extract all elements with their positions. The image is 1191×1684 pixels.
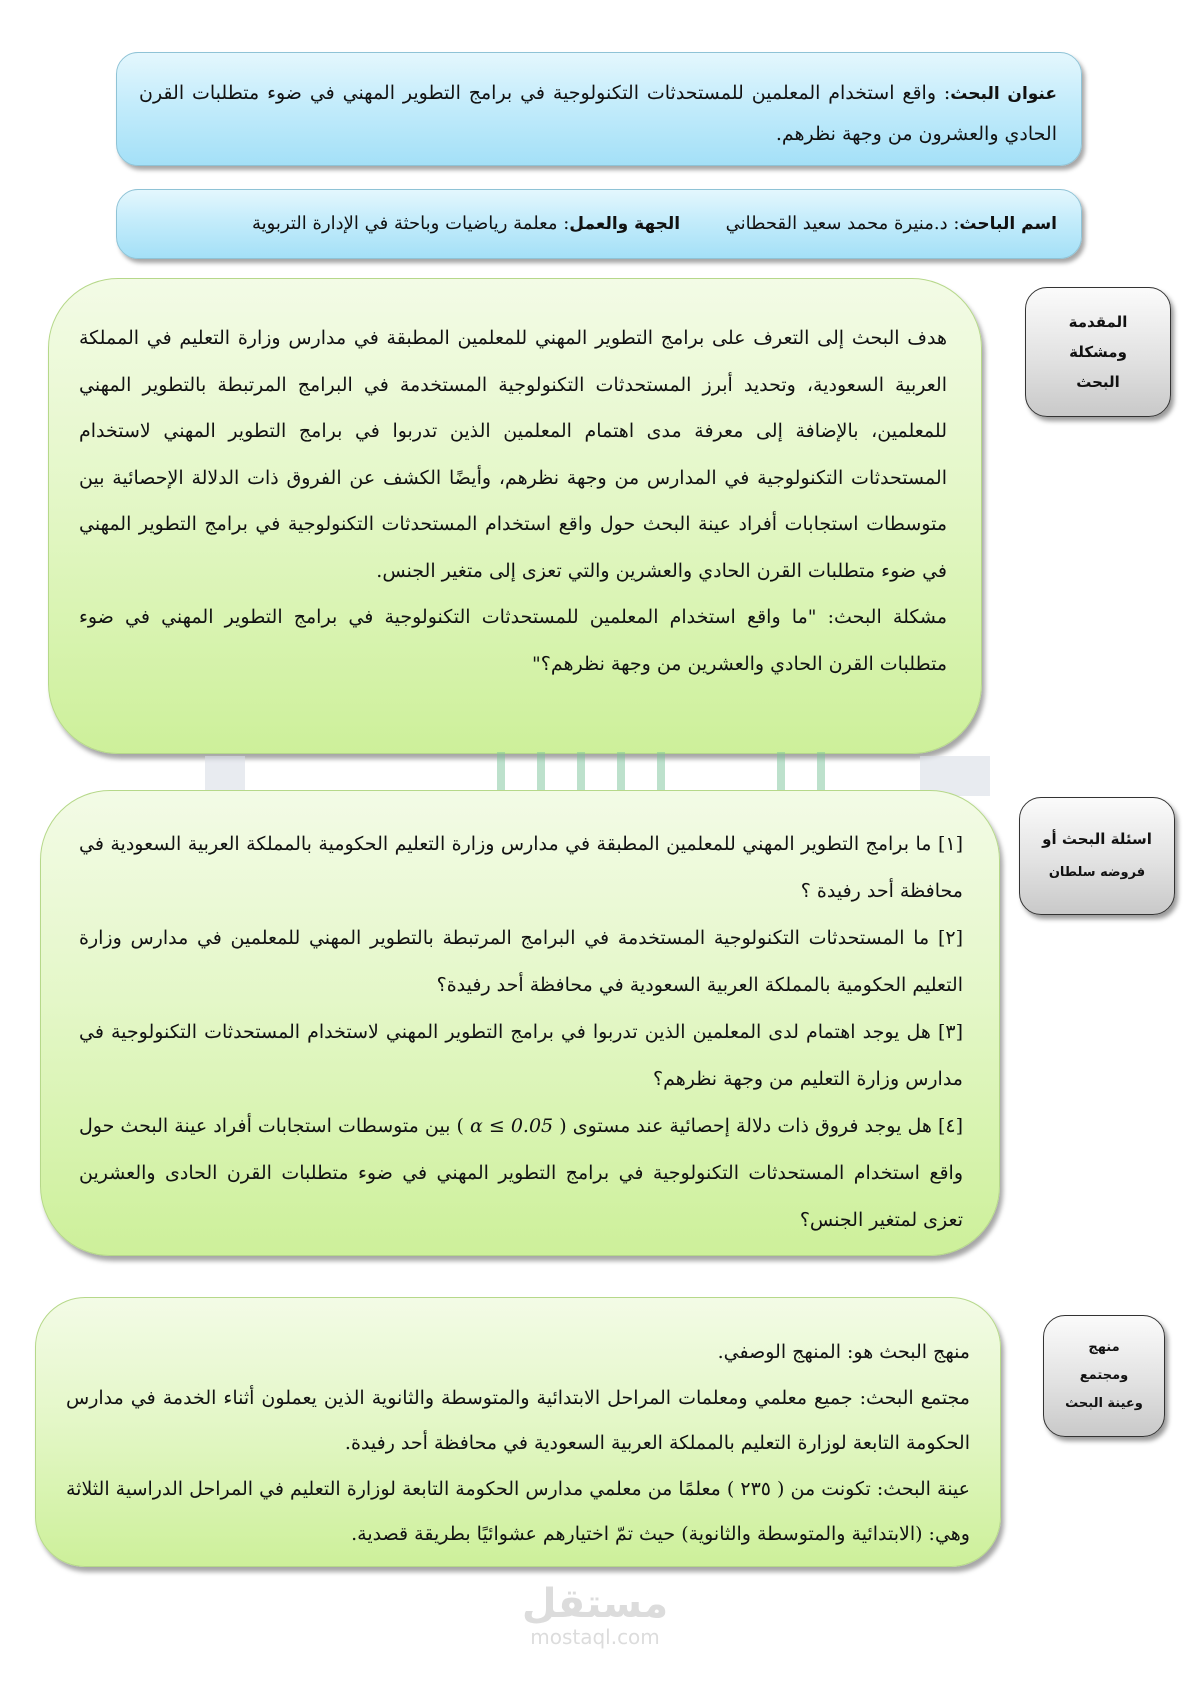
- research-objective-paragraph: هدف البحث إلى التعرف على برامج التطوير المهني للمعلمين المطبقة في مدارس وزارة التعليم في المملكة العربية السعودية، وتحديد أبرز المستحدثات التكنولوجية المستخدمة في البرامج المرتبطة بالتطوير المهني للمعلمين، بالإضافة إلى معرفة مدى اهتمام المعلمين الذين تدربوا في برامج التطوير المهني لاستخدام المستحدثات التكنولوجية في المدارس من وجهة نظرهم، وأيضًا الكشف عن الفروق ذات الدلالة الإحصائية بين متوسطات استجابات أفراد عينة البحث حول واقع استخدام المستحدثات التكنولوجية في برامج التطوير المهني في ضوء متطلبات القرن الحادي والعشرين والتي تعزى إلى متغير الجنس.: [79, 327, 947, 582]
- population-paragraph: مجتمع البحث: جميع معلمي ومعلمات المراحل الابتدائية والمتوسطة والثانوية الذين يعملون أثناء الخدمة في مدارس الحكومة التابعة لوزارة التعليم بالمملكة العربية السعودية في محافظة أحد رفيدة.: [66, 1386, 970, 1454]
- researcher-name: د.منيرة محمد سعيد القحطاني: [725, 213, 948, 234]
- research-title-label: عنوان البحث: [950, 84, 1057, 104]
- question-item: [١] ما برامج التطوير المهني للمعلمين المطبقة في مدارس وزارة التعليم الحكومية بالمملكة العربية السعودية في محافظة أحد رفيدة ؟: [79, 833, 964, 902]
- methodology-box: [35, 1297, 1001, 1567]
- affiliation-value: معلمة رياضيات وباحثة في الإدارة التربوية: [251, 213, 558, 234]
- question-item: [٤] هل يوجد فروق ذات دلالة إحصائية عند مستوى ( α ≤ 0.05 ) بين متوسطات استجابات أفراد عينة البحث حول واقع استخدام المستحدثات التكنولوجية في برامج التطوير المهني في ضوء متطلبات القرن الحادى والعشرين تعزى لمتغير الجنس؟: [79, 1115, 963, 1231]
- research-title: عنوان البحث: واقع استخدام المعلمين للمستحدثات التكنولوجية في برامج التطوير المهني في ضوء متطلبات القرن الحادي والعشرون من وجهة نظرهم.: [139, 82, 1057, 145]
- research-problem-paragraph: مشكلة البحث: "ما واقع استخدام المعلمين للمستحدثات التكنولوجية في برامج التطوير المهني في ضوء متطلبات القرن الحادي والعشرين من وجهة نظرهم؟": [79, 606, 947, 675]
- section-label-questions: اسئلة البحث أو فروضه سلطان: [1019, 797, 1175, 915]
- affiliation-label: الجهة والعمل: [569, 214, 681, 234]
- question-item: [٢] ما المستحدثات التكنولوجية المستخدمة في البرامج المرتبطة بالتطوير المهني للمعلمين في مدارس وزارة التعليم الحكومية بالمملكة العربية السعودية في محافظة أحد رفيدة؟: [79, 927, 963, 996]
- watermark-latin: mostaql.com: [530, 1625, 660, 1649]
- watermark-arabic: مستقل: [521, 1581, 669, 1627]
- research-title-text: واقع استخدام المعلمين للمستحدثات التكنولوجية في برامج التطوير المهني في ضوء متطلبات القرن الحادي والعشرون من وجهة نظرهم.: [139, 82, 1057, 145]
- section-label-intro: المقدمة ومشكلة البحث: [1025, 287, 1171, 417]
- research-questions-box: [40, 790, 1000, 1256]
- intro-problem-box: [48, 278, 982, 754]
- significance-formula: α ≤ 0.05: [469, 1115, 554, 1137]
- researcher-info: اسم الباحث: د.منيرة محمد سعيد القحطاني الجهة والعمل: معلمة رياضيات وباحثة في الإدارة التربوية: [251, 213, 1057, 234]
- methodology-paragraph: منهج البحث هو: المنهج الوصفي.: [717, 1341, 970, 1363]
- researcher-box: [116, 189, 1082, 259]
- researcher-name-label: اسم الباحث: [959, 214, 1057, 234]
- mostaql-watermark: [505, 1582, 685, 1648]
- question-item: [٣] هل يوجد اهتمام لدى المعلمين الذين تدربوا في برامج التطوير المهني لاستخدام المستحدثات التكنولوجية في مدارس وزارة التعليم من وجهة نظرهم؟: [79, 1021, 963, 1090]
- section-label-methodology: منهج ومجتمع وعينة البحث: [1043, 1315, 1165, 1437]
- sample-paragraph: عينة البحث: تكونت من ( ٢٣٥ ) معلمًا من معلمي مدارس الحكومة التابعة لوزارة التعليم في المراحل الدراسية الثلاثة وهي: (الابتدائية والمتوسطة والثانوية) حيث تمّ اختيارهم عشوائيًا بطريقة قصدية.: [66, 1477, 971, 1545]
- research-title-box: [116, 52, 1082, 166]
